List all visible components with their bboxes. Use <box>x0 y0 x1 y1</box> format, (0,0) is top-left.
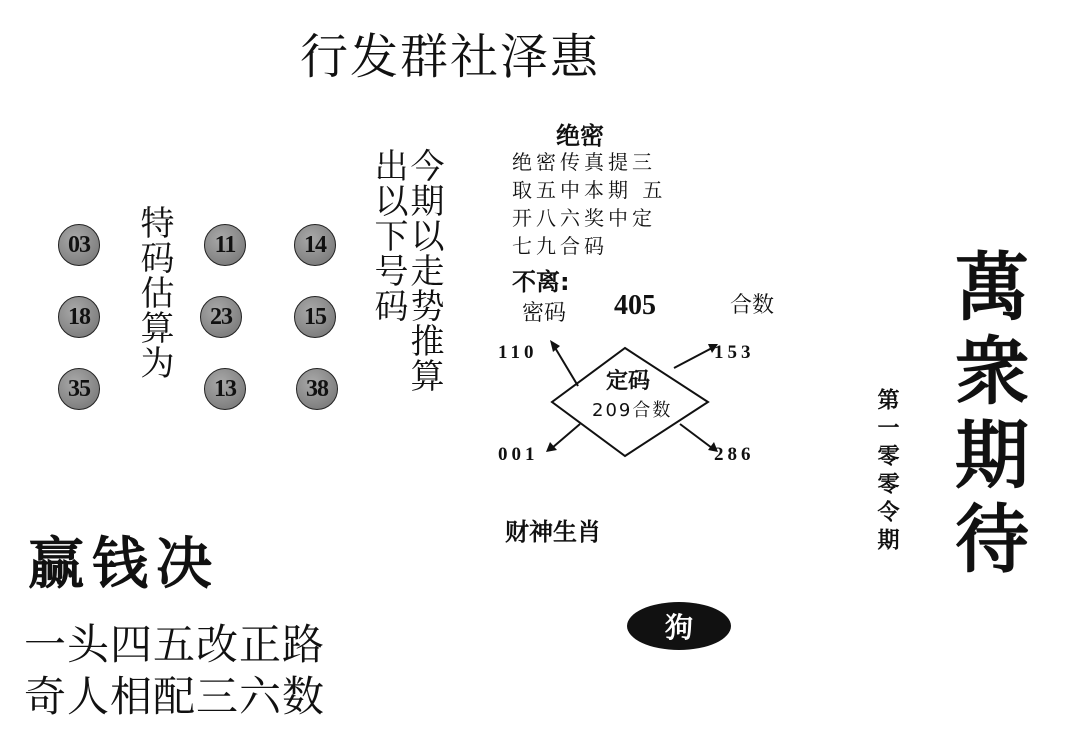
secret-line: 取五中本期 五 <box>512 178 667 202</box>
issue-number: 第一零零令期 <box>874 388 900 556</box>
code-bottom-left: 001 <box>498 444 539 465</box>
number-ball: 03 <box>58 224 100 266</box>
trend-text-line2: 出以下号码 <box>368 148 408 323</box>
number-ball: 13 <box>204 368 246 410</box>
secret-line: 七九合码 <box>512 234 608 258</box>
diamond-sub: 209合数 <box>592 400 673 421</box>
number-ball: 23 <box>200 296 242 338</box>
big-slogan: 萬衆期待 <box>943 248 1029 584</box>
mima-value: 405 <box>614 290 656 321</box>
code-top-left: 110 <box>498 342 538 363</box>
zodiac-badge: 狗 <box>627 602 731 650</box>
secret-title: 绝密 <box>556 122 604 150</box>
buli-title: 不离: <box>512 268 570 296</box>
number-ball: 15 <box>294 296 336 338</box>
arrow-top-right <box>674 348 712 368</box>
code-bottom-right: 286 <box>714 444 755 465</box>
number-ball: 11 <box>204 224 246 266</box>
number-ball: 18 <box>58 296 100 338</box>
verse-line1: 一头四五改正路 <box>24 620 326 669</box>
secret-line: 绝密传真提三 <box>512 150 656 174</box>
number-ball: 38 <box>296 368 338 410</box>
win-title: 赢钱决 <box>28 531 220 597</box>
heshu-label: 合数 <box>730 293 775 318</box>
number-ball: 14 <box>294 224 336 266</box>
arrowhead-top-left <box>550 340 560 352</box>
tema-label: 特码估算为 <box>134 205 174 380</box>
number-ball: 35 <box>58 368 100 410</box>
verse-line2: 奇人相配三六数 <box>24 672 326 721</box>
arrow-top-left <box>554 346 578 386</box>
page-title: 行发群社泽惠 <box>300 29 601 85</box>
mima-label: 密码 <box>522 301 567 326</box>
zodiac-label: 财神生肖 <box>505 518 601 546</box>
arrow-bottom-left <box>552 424 580 448</box>
diamond-title: 定码 <box>606 369 651 394</box>
arrow-bottom-right <box>680 424 712 448</box>
arrowhead-bottom-left <box>546 442 557 452</box>
code-top-right: 153 <box>714 342 755 363</box>
trend-text-line1: 今期以走势推算 <box>404 148 444 393</box>
secret-line: 开八六奖中定 <box>512 206 656 230</box>
